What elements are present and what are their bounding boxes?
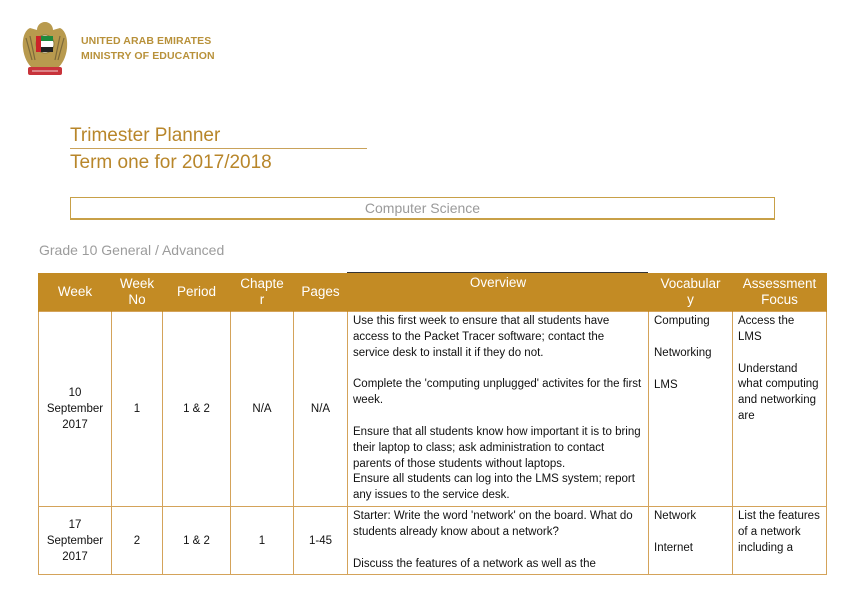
subject-box: Computer Science — [70, 197, 775, 220]
vocabulary-cell — [649, 506, 733, 574]
vocab-term: Computing — [654, 315, 710, 327]
grade-label: Grade 10 General / Advanced — [39, 242, 225, 258]
week-month: September — [46, 402, 104, 415]
col-header-week: Week — [39, 273, 112, 312]
week-day: 17 — [68, 518, 82, 531]
assessment-item: Access the LMS — [738, 315, 795, 343]
vocab-term: LMS — [654, 378, 678, 391]
vocabulary-cell — [649, 312, 733, 507]
org-line-2: MINISTRY OF EDUCATION — [81, 50, 215, 62]
table-row — [39, 312, 827, 507]
period-cell: 1 & 2 — [163, 506, 231, 574]
overview-cell — [348, 506, 649, 574]
col-header-overview: Overview — [348, 273, 649, 312]
table-header-row — [39, 273, 827, 312]
uae-emblem-icon — [20, 20, 70, 80]
assessment-cell — [733, 506, 827, 574]
overview-paragraph: Use this first week to ensure that all students have access to the Packet Tracer software; contact the service desk to install it if they do not. — [353, 315, 610, 359]
planner-title: Trimester Planner — [70, 124, 367, 149]
org-line-1: UNITED ARAB EMIRATES — [81, 35, 212, 47]
pages-cell: N/A — [294, 312, 348, 507]
vocab-term: Network — [654, 509, 697, 522]
overview-paragraph: Discuss the features of a network as well as the — [353, 557, 596, 570]
vocab-term: Networking — [654, 346, 712, 359]
period-cell: 1 & 2 — [163, 312, 231, 507]
col-header-pages: Pages — [294, 273, 348, 312]
col-header-chapter: Chapte r — [231, 273, 294, 312]
assessment-cell — [733, 312, 827, 507]
overview-cell — [348, 312, 649, 507]
week-no-cell: 1 — [112, 312, 163, 507]
chapter-cell: 1 — [231, 506, 294, 574]
assessment-item: Understand what computing and networking are — [738, 362, 819, 422]
overview-paragraph: Complete the 'computing unplugged' activites for the first week. — [353, 378, 642, 407]
chapter-cell: N/A — [231, 312, 294, 507]
week-year: 2017 — [62, 418, 88, 431]
col-header-period: Period — [163, 273, 231, 312]
week-month: September — [46, 534, 104, 547]
week-no-cell: 2 — [112, 506, 163, 574]
overview-paragraph: Ensure that all students know how important it is to bring their laptop to class; ask administration to contact parents of those students without laptops. — [353, 425, 641, 470]
col-header-week-no: Week No — [112, 273, 163, 312]
document-title — [70, 124, 367, 176]
term-title: Term one for 2017/2018 — [70, 152, 272, 173]
week-date-cell — [39, 312, 112, 507]
ministry-name — [81, 34, 215, 64]
col-header-assessment: Assessment Focus — [733, 273, 827, 312]
table-row — [39, 506, 827, 574]
planner-table — [38, 273, 827, 575]
overview-paragraph: Starter: Write the word 'network' on the board. What do students already know about a network? — [353, 509, 633, 538]
col-header-vocabulary: Vocabular y — [649, 273, 733, 312]
assessment-item: List the features of a network including a — [738, 509, 820, 554]
week-year: 2017 — [62, 550, 88, 563]
week-date-cell — [39, 506, 112, 574]
week-day: 10 — [68, 386, 82, 399]
vocab-term: Internet — [654, 541, 693, 554]
pages-cell: 1-45 — [294, 506, 348, 574]
overview-paragraph: Ensure all students can log into the LMS system; report any issues to the service desk. — [353, 473, 635, 502]
